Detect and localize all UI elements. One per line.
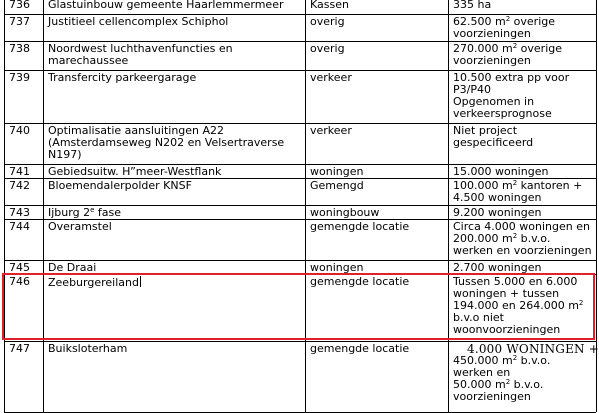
cell-text: 736	[9, 0, 30, 11]
cell-nr	[9, 43, 30, 55]
cell-nr	[9, 16, 30, 28]
cell-value	[453, 0, 491, 11]
cell-type	[310, 207, 379, 219]
cell-type	[310, 343, 409, 355]
cell-nr	[9, 276, 30, 288]
cell-name	[48, 72, 196, 84]
column-border	[43, 0, 44, 412]
cell-value	[453, 343, 599, 403]
cell-name	[48, 180, 192, 192]
cell-text: Optimalisatie aansluitingen A22	[48, 124, 225, 137]
cell-name	[48, 343, 127, 355]
cell-value	[453, 72, 569, 120]
cell-text: Opgenomen in	[453, 95, 535, 108]
cell-text: woningen + tussen	[453, 287, 560, 300]
cell-text: 741	[9, 165, 30, 178]
cell-text: gemengde locatie	[310, 275, 410, 288]
cell-text: verkeersprognose	[453, 107, 552, 120]
cell-text: Kassen	[310, 0, 349, 11]
cell-text: marechaussee	[48, 54, 129, 67]
cell-nr	[9, 180, 30, 192]
cell-text: 15.000 woningen	[453, 165, 549, 178]
cell-text: voorzieningen	[453, 27, 531, 40]
cell-nr	[9, 166, 30, 178]
cell-text: Gebiedsuitw. H”meer-Westflank	[48, 165, 222, 178]
cell-text: Glastuinbouw gemeente Haarlemmermeer	[48, 0, 284, 11]
cell-text: Circa 4.000 woningen en	[453, 220, 590, 233]
cell-text: Niet project	[453, 124, 518, 137]
cell-text: 746	[9, 275, 30, 288]
column-border	[448, 0, 449, 412]
cell-text: b.v.o niet	[453, 311, 504, 324]
cell-text: 2.700 woningen	[453, 261, 542, 274]
cell-text: gemengde locatie	[310, 342, 410, 355]
cell-name	[48, 43, 233, 67]
cell-text: 747	[9, 342, 30, 355]
cell-type	[310, 16, 345, 28]
cell-name	[48, 221, 112, 233]
cell-text: Justitieel cellencomplex Schiphol	[48, 15, 229, 28]
cell-text: gespecificeerd	[453, 136, 534, 149]
cell-text: 4.000 WONINGEN +	[467, 342, 599, 356]
cell-text: 335 ha	[453, 0, 492, 11]
cell-text: woningbouw	[310, 206, 380, 219]
cell-nr	[9, 262, 30, 274]
cell-text: Transfercity parkeergarage	[48, 71, 197, 84]
cell-nr	[9, 125, 30, 137]
cell-text: 743	[9, 206, 30, 219]
cell-name	[48, 276, 141, 288]
cell-text: (Amsterdamseweg N202 en Velsertraverse	[48, 136, 285, 149]
cell-text: 62.500 $m^2$ overige	[453, 15, 556, 28]
cell-text: 744	[9, 220, 30, 233]
cell-text: Ijburg 2e fase	[48, 206, 121, 219]
cell-type	[310, 125, 352, 137]
cell-type	[310, 72, 352, 84]
cell-value	[453, 207, 541, 219]
cell-type	[310, 0, 349, 11]
cell-text: 10.500 extra pp voor	[453, 71, 570, 84]
cell-text: overig	[310, 42, 345, 55]
column-border	[4, 0, 5, 412]
cell-text: overig	[310, 15, 345, 28]
cell-text: 737	[9, 15, 30, 28]
cell-text: 50.000 $m^2$ b.v.o.	[453, 378, 544, 391]
cell-name	[48, 166, 221, 178]
cell-nr	[9, 221, 30, 233]
cell-name	[48, 207, 121, 219]
cell-value	[453, 276, 583, 336]
cell-text: 194.000 en 264.000 $m^2$	[453, 299, 584, 312]
cell-text: 100.000 $m^2$ kantoren +	[453, 179, 583, 192]
cell-text: Zeeburgereiland	[48, 276, 139, 289]
cell-text: Bloemendalerpolder KNSF	[48, 179, 192, 192]
cell-nr	[9, 343, 30, 355]
cell-value	[453, 166, 548, 178]
cell-text: Gemengd	[310, 179, 364, 192]
cell-type	[310, 43, 345, 55]
cell-text: voorzieningen	[453, 390, 531, 403]
cell-nr	[9, 0, 30, 11]
cell-value	[453, 125, 533, 149]
cell-text: voorzieningen	[453, 54, 531, 67]
cell-text: verkeer	[310, 71, 352, 84]
cell-nr	[9, 72, 30, 84]
cell-text: 270.000 $m^2$ overige	[453, 42, 563, 55]
cell-type	[310, 221, 409, 233]
cell-text: werken en	[453, 366, 511, 379]
cell-type	[310, 180, 364, 192]
cell-text: 4.500 woningen	[453, 191, 542, 204]
cell-value	[453, 221, 592, 257]
text-cursor	[140, 276, 141, 287]
cell-type	[310, 276, 409, 288]
cell-value	[453, 43, 562, 67]
cell-value	[453, 262, 541, 274]
cell-text: 738	[9, 42, 30, 55]
cell-nr	[9, 207, 30, 219]
cell-text: gemengde locatie	[310, 220, 410, 233]
cell-text: 9.200 woningen	[453, 206, 542, 219]
cell-value	[453, 16, 555, 40]
cell-text: werken en voorzieningen	[453, 244, 592, 257]
cell-name	[48, 125, 284, 161]
cell-text: Buiksloterham	[48, 342, 128, 355]
cell-text: N197)	[48, 148, 82, 161]
cell-text: 739	[9, 71, 30, 84]
cell-text: 200.000 $m^2$ b.v.o.	[453, 232, 551, 245]
cell-text: 450.000 $m^2$ b.v.o.	[453, 354, 551, 367]
cell-text: 740	[9, 124, 30, 137]
cell-text: De Draai	[48, 261, 97, 274]
cell-value	[453, 180, 582, 204]
cell-text: 742	[9, 179, 30, 192]
cell-name	[48, 0, 284, 11]
cell-type	[310, 166, 363, 178]
cell-text: P3/P40	[453, 83, 491, 96]
cell-text: verkeer	[310, 124, 352, 137]
cell-text: Overamstel	[48, 220, 112, 233]
cell-text: Tussen 5.000 en 6.000	[453, 275, 578, 288]
column-border	[305, 0, 306, 412]
cell-text: woningen	[310, 261, 364, 274]
cell-name	[48, 262, 96, 274]
cell-text: Noordwest luchthavenfuncties en	[48, 42, 233, 55]
cell-text: woonvoorzieningen	[453, 323, 561, 336]
cell-type	[310, 262, 363, 274]
cell-name	[48, 16, 228, 28]
cell-text: woningen	[310, 165, 364, 178]
cell-text: 745	[9, 261, 30, 274]
